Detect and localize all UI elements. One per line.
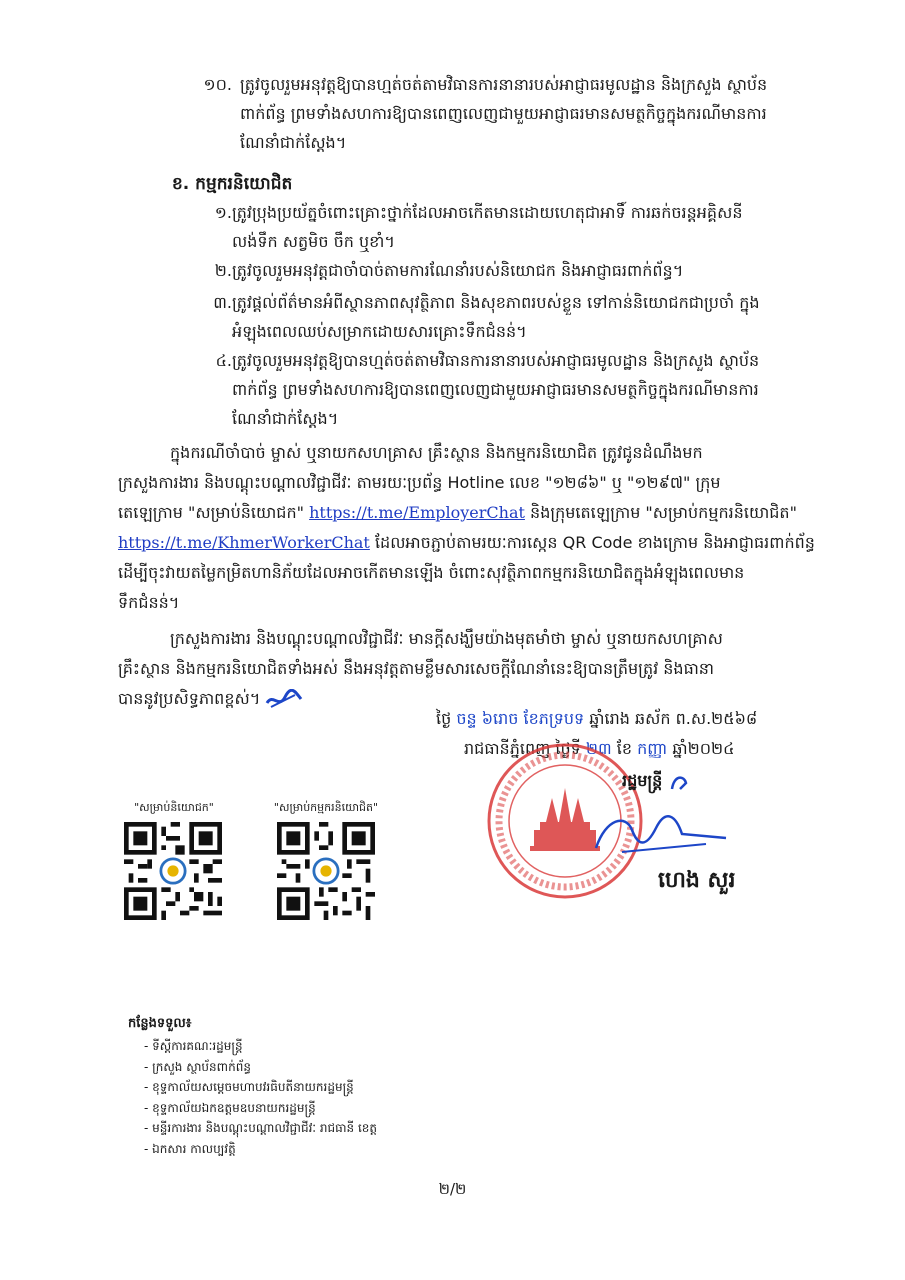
- recipient-item: - ខុទ្ទកាល័យសម្តេចមហាបវរធិបតីនាយករដ្ឋមន្ត្រី: [144, 1080, 354, 1094]
- telegram-worker-label: និងក្រុមតេឡេក្រាម "សម្រាប់កម្មករនិយោជិត": [530, 503, 797, 522]
- item-line: ណែនាំជាក់ស្តែង។: [240, 133, 347, 152]
- paragraph-line: ទឹកជំនន់។: [118, 593, 180, 612]
- recipients-list: [144, 1036, 377, 1159]
- initials-signature-icon: [265, 689, 303, 711]
- page-number: ២/២: [438, 1180, 467, 1198]
- handwritten-signature-icon: [586, 808, 736, 860]
- item-number: ៣.: [213, 293, 232, 312]
- recipient-item: - ខុទ្ទកាល័យឯកឧត្តមឧបនាយករដ្ឋមន្ត្រី: [144, 1100, 316, 1115]
- worker-chat-link[interactable]: https://t.me/KhmerWorkerChat: [118, 533, 370, 552]
- section-heading: ខ. កម្មករនិយោជិត: [172, 174, 293, 194]
- signatory-title-block: [622, 766, 692, 795]
- solar-prefix: រាជធានីភ្នំពេញ ថ្ងៃទី: [464, 739, 581, 758]
- paragraph-line: ក្រសួងការងារ និងបណ្តុះបណ្តាលវិជ្ជាជីវៈ មានក្តីសង្ឃឹមយ៉ាងមុតមាំថា ម្ចាស់ ឬនាយកសហគ្រាស: [170, 629, 723, 648]
- item-line: ពាក់ព័ន្ធ ព្រមទាំងសហការឱ្យបានពេញលេញជាមួយអាជ្ញាធរមានសមត្ថកិច្ចក្នុងករណីមានការ: [240, 104, 767, 123]
- paragraph-line: ក្នុងករណីចាំបាច់ ម្ចាស់ ឬនាយកសហគ្រាស គ្រឹះស្ថាន និងកម្មករនិយោជិត ត្រូវជូនដំណឹងមក: [170, 443, 703, 462]
- solar-day-handwritten: ២៣: [585, 739, 612, 758]
- item-number: ១.: [214, 203, 232, 222]
- initial-mark-icon: [668, 771, 692, 793]
- item-line: ត្រូវប្រុងប្រយ័ត្នចំពោះគ្រោះថ្នាក់ដែលអាចកើតមានដោយហេតុជាអាទិ៍ ការឆក់ចរន្តអគ្គិសនី: [232, 203, 743, 222]
- item-line: អំឡុងពេលឈប់សម្រាកដោយសារគ្រោះទឹកជំនន់។: [232, 322, 527, 341]
- employer-qr-code-icon[interactable]: [124, 822, 222, 920]
- paragraph-line: [118, 528, 858, 558]
- paragraph-line: ដើម្បីចុះវាយតម្លៃកម្រិតហានិភ័យដែលអាចកើតមានឡើង ចំពោះសុវត្ថិភាពកម្មករនិយោជិតក្នុងអំឡុងពេលមាន: [118, 563, 745, 582]
- paragraph-line: គ្រឹះស្ថាន និងកម្មករនិយោជិតទាំងអស់ នឹងអនុវត្តតាមខ្លឹមសារសេចក្តីណែនាំនេះឱ្យបានត្រឹមត្រូវ និងធានា: [118, 659, 715, 678]
- item-line: ត្រូវចូលរួមអនុវត្តឱ្យបានហ្មត់ចត់តាមវិធានការនានារបស់អាជ្ញាធរមូលដ្ឋាន និងក្រសួង ស្ថាប័ន: [240, 75, 768, 94]
- recipient-item: - ឯកសារ កាលប្បវត្តិ: [144, 1141, 236, 1156]
- item-line: ត្រូវផ្តល់ព័ត៌មានអំពីស្ថានភាពសុវត្ថិភាព និងសុខភាពរបស់ខ្លួន ទៅកាន់និយោជកជាប្រចាំ ក្នុង: [232, 293, 760, 312]
- signatory-name: ហេង សួរ: [658, 868, 736, 893]
- paragraph-line: [118, 498, 858, 528]
- item-line: ត្រូវចូលរួមអនុវត្តឱ្យបានហ្មត់ចត់តាមវិធានការនានារបស់អាជ្ញាធរមូលដ្ឋាន និងក្រសួង ស្ថាប័ន: [232, 351, 760, 370]
- item-number: ២.: [214, 261, 232, 280]
- closing-text: បាននូវប្រសិទ្ធភាពខ្ពស់។: [118, 689, 261, 708]
- qr-instruction-text: ដែលអាចភ្ជាប់តាមរយៈការស្កេន QR Code ខាងក្រោម និងអាជ្ញាធរពាក់ព័ន្ធ: [374, 533, 815, 552]
- lunar-date: [436, 704, 856, 734]
- qr-worker-label: "សម្រាប់កម្មករនិយោជិត": [273, 801, 379, 814]
- recipients-heading: កន្លែងទទួល៖: [128, 1016, 192, 1031]
- item-number: ១០.: [203, 75, 232, 94]
- closing-paragraph: [118, 624, 858, 714]
- solar-month-handwritten: កញ្ញា: [637, 739, 668, 758]
- lunar-suffix: ឆ្នាំរោង ឆស័ក ព.ស.២៥៦៨: [589, 709, 758, 728]
- solar-year: ឆ្នាំ២០២៤: [672, 739, 735, 758]
- recipient-item: - ក្រសួង ស្ថាប័នពាក់ព័ន្ធ: [144, 1059, 251, 1074]
- worker-qr-code-icon[interactable]: [277, 822, 375, 920]
- lunar-date-handwritten: ចន្ទ ៦រោច ខែភទ្របទ: [456, 709, 585, 728]
- qr-employer-label: "សម្រាប់និយោជក": [134, 801, 214, 814]
- paragraph-line: ក្រសួងការងារ និងបណ្តុះបណ្តាលវិជ្ជាជីវៈ តាមរយៈប្រព័ន្ធ Hotline លេខ "១២៨៦" ឬ "១២៩៧" ក្រុម: [118, 473, 721, 492]
- solar-mid: ខែ: [616, 739, 633, 758]
- notification-paragraph: [118, 438, 858, 618]
- telegram-employer-label: តេឡេក្រាម "សម្រាប់និយោជក": [118, 503, 304, 522]
- lunar-prefix: ថ្ងៃ: [436, 709, 452, 728]
- signatory-title: រដ្ឋមន្ត្រី: [622, 771, 663, 790]
- item-line: ណែនាំជាក់ស្តែង។: [232, 409, 339, 428]
- item-number: ៤.: [215, 351, 232, 370]
- item-line: លង់ទឹក សត្វមិច ចឹក ឬខាំ។: [232, 232, 395, 251]
- recipient-item: - ទីស្តីការគណៈរដ្ឋមន្ត្រី: [144, 1039, 243, 1053]
- item-line: ពាក់ព័ន្ធ ព្រមទាំងសហការឱ្យបានពេញលេញជាមួយអាជ្ញាធរមានសមត្ថកិច្ចក្នុងករណីមានការ: [232, 380, 759, 399]
- recipient-item: - មន្ទីរការងារ និងបណ្តុះបណ្តាលវិជ្ជាជីវៈ រាជធានី ខេត្ត: [144, 1121, 378, 1135]
- item-line: ត្រូវចូលរួមអនុវត្តជាចាំបាច់តាមការណែនាំរបស់និយោជក និងអាជ្ញាធរពាក់ព័ន្ធ។: [232, 261, 684, 280]
- employer-chat-link[interactable]: https://t.me/EmployerChat: [309, 503, 525, 522]
